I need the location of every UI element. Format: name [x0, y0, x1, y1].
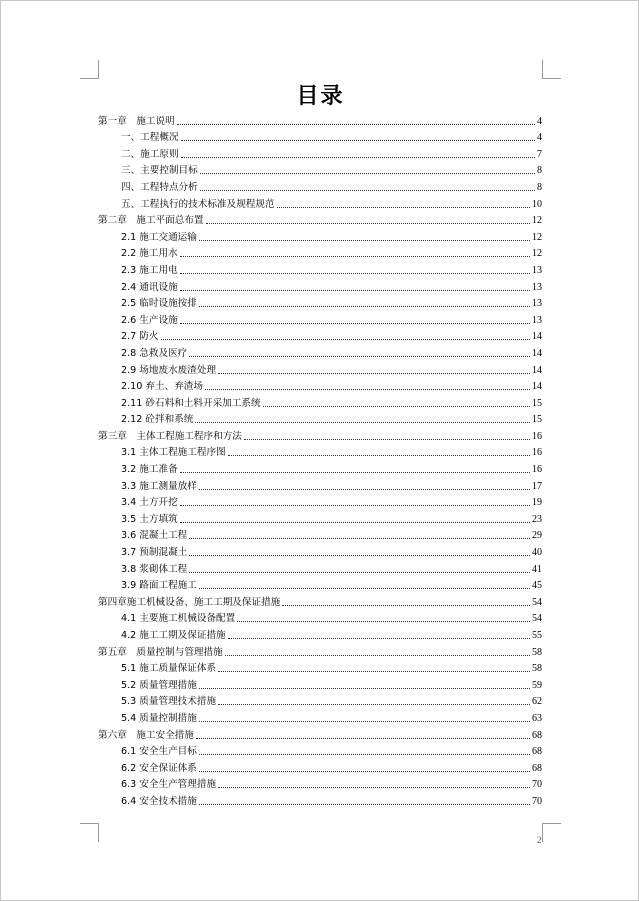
toc-chapter-entry[interactable]	[98, 426, 542, 443]
toc-entry-page: 13	[532, 314, 542, 326]
toc-entry-page: 70	[532, 795, 542, 807]
toc-entry-page: 10	[532, 198, 542, 210]
toc-section-entry[interactable]	[98, 144, 542, 161]
toc-entry-title: 2.10 弃土、弃渣场	[121, 381, 203, 393]
toc-entry-title: 3.3 施工测量放样	[121, 480, 197, 492]
toc-entry-title: 五、工程执行的技术标准及规程规范	[121, 198, 275, 210]
toc-entry-title: 第一章 施工说明	[98, 115, 175, 127]
toc-dot-leader	[189, 538, 530, 539]
toc-section-entry[interactable]	[98, 277, 542, 294]
crop-mark-top-left	[80, 60, 99, 79]
toc-entry-page: 4	[537, 115, 542, 127]
toc-section-entry[interactable]	[98, 393, 542, 410]
toc-entry-title: 3.8 浆砌体工程	[121, 563, 188, 575]
table-of-contents	[98, 111, 542, 808]
toc-section-entry[interactable]	[98, 526, 542, 543]
toc-entry-page: 13	[532, 298, 542, 310]
toc-entry-page: 14	[532, 331, 542, 343]
toc-section-entry[interactable]	[98, 742, 542, 759]
toc-entry-title: 3.5 土方填筑	[121, 513, 178, 525]
toc-dot-leader	[199, 306, 530, 307]
toc-section-entry[interactable]	[98, 410, 542, 427]
toc-dot-leader	[161, 339, 531, 340]
toc-entry-page: 13	[532, 264, 542, 276]
toc-entry-page: 55	[532, 630, 542, 641]
toc-entry-page: 8	[537, 165, 542, 177]
toc-entry-title: 2.11 砂石料和土料开采加工系统	[121, 397, 261, 409]
toc-dot-leader	[225, 655, 530, 656]
toc-dot-leader	[200, 190, 535, 191]
toc-section-entry[interactable]	[98, 493, 542, 510]
toc-section-entry[interactable]	[98, 327, 542, 344]
toc-entry-title: 5.4 质量控制措施	[121, 712, 197, 724]
toc-entry-title: 6.3 安全生产管理措施	[121, 779, 217, 791]
toc-entry-title: 第六章 施工安全措施	[98, 729, 194, 741]
toc-entry-page: 29	[532, 530, 542, 542]
toc-entry-page: 16	[532, 430, 542, 442]
toc-entry-title: 3.9 路面工程施工	[121, 580, 197, 592]
toc-chapter-entry[interactable]	[98, 642, 542, 659]
toc-dot-leader	[218, 671, 530, 672]
toc-entry-page: 59	[532, 679, 542, 691]
toc-section-entry[interactable]	[98, 692, 542, 709]
crop-mark-bottom-left	[80, 823, 99, 842]
toc-section-entry[interactable]	[98, 542, 542, 559]
toc-entry-title: 4.1 主要施工机械设备配置	[121, 613, 236, 625]
toc-entry-page: 14	[532, 364, 542, 376]
toc-entry-page: 13	[532, 281, 542, 293]
toc-entry-page: 15	[532, 397, 542, 409]
toc-section-entry[interactable]	[98, 443, 542, 460]
toc-entry-title: 3.4 土方开挖	[121, 497, 178, 509]
toc-section-entry[interactable]	[98, 194, 542, 211]
toc-section-entry[interactable]	[98, 708, 542, 725]
toc-section-entry[interactable]	[98, 360, 542, 377]
toc-dot-leader	[199, 804, 530, 805]
toc-dot-leader	[199, 688, 530, 689]
toc-section-entry[interactable]	[98, 343, 542, 360]
toc-entry-title: 第五章 质量控制与管理措施	[98, 646, 223, 658]
toc-dot-leader	[180, 273, 530, 274]
toc-section-entry[interactable]	[98, 625, 542, 642]
toc-entry-title: 一、工程概况	[121, 132, 179, 144]
toc-section-entry[interactable]	[98, 294, 542, 311]
toc-dot-leader	[282, 605, 530, 606]
toc-section-entry[interactable]	[98, 775, 542, 792]
toc-entry-page: 58	[532, 663, 542, 675]
toc-dot-leader	[199, 721, 530, 722]
toc-entry-title: 5.1 施工质量保证体系	[121, 663, 217, 675]
toc-section-entry[interactable]	[98, 177, 542, 194]
toc-entry-page: 16	[532, 447, 542, 459]
toc-entry-page: 15	[532, 414, 542, 426]
toc-dot-leader	[218, 373, 530, 374]
toc-chapter-entry[interactable]	[98, 592, 542, 609]
toc-section-entry[interactable]	[98, 609, 542, 626]
toc-entry-page: 17	[532, 480, 542, 492]
toc-dot-leader	[195, 422, 530, 423]
toc-entry-title: 第三章 主体工程施工程序和方法	[98, 430, 242, 442]
toc-entry-page: 40	[532, 547, 542, 559]
toc-section-entry[interactable]	[98, 459, 542, 476]
toc-dot-leader	[199, 588, 530, 589]
toc-dot-leader	[277, 207, 531, 208]
toc-section-entry[interactable]	[98, 244, 542, 261]
toc-dot-leader	[218, 787, 530, 788]
toc-entry-page: 68	[532, 729, 542, 741]
toc-entry-title: 6.2 安全保证体系	[121, 762, 197, 774]
page-number: 2	[537, 835, 542, 845]
toc-entry-page: 23	[532, 513, 542, 525]
toc-entry-page: 7	[537, 148, 542, 160]
toc-dot-leader	[199, 771, 530, 772]
toc-dot-leader	[180, 323, 530, 324]
toc-entry-page: 16	[532, 464, 542, 476]
toc-entry-page: 8	[537, 181, 542, 193]
toc-section-entry[interactable]	[98, 128, 542, 145]
toc-chapter-entry[interactable]	[98, 725, 542, 742]
toc-entry-page: 4	[537, 132, 542, 144]
toc-dot-leader	[189, 555, 530, 556]
toc-dot-leader	[199, 489, 530, 490]
toc-entry-page: 68	[532, 746, 542, 758]
crop-mark-top-right	[542, 60, 561, 79]
toc-entry-page: 70	[532, 779, 542, 791]
toc-dot-leader	[218, 704, 530, 705]
toc-dot-leader	[263, 406, 530, 407]
crop-mark-bottom-right	[542, 823, 561, 842]
toc-title: 目录	[296, 84, 345, 109]
toc-dot-leader	[199, 754, 530, 755]
toc-entry-page: 41	[532, 563, 542, 575]
toc-dot-leader	[199, 240, 530, 241]
toc-entry-title: 2.12 砼拌和系统	[121, 414, 194, 426]
toc-section-entry[interactable]	[98, 576, 542, 593]
toc-entry-title: 2.8 急救及医疗	[121, 347, 188, 359]
toc-section-entry[interactable]	[98, 310, 542, 327]
toc-dot-leader	[181, 140, 535, 141]
toc-section-entry[interactable]	[98, 791, 542, 808]
toc-section-entry[interactable]	[98, 260, 542, 277]
toc-entry-page: 54	[532, 613, 542, 625]
toc-entry-title: 2.3 施工用电	[121, 264, 178, 276]
toc-entry-page: 62	[532, 696, 542, 708]
toc-entry-title: 6.4 安全技术措施	[121, 795, 197, 807]
toc-entry-page: 14	[532, 381, 542, 393]
toc-dot-leader	[180, 290, 530, 291]
toc-entry-title: 5.2 质量管理措施	[121, 679, 197, 691]
toc-chapter-entry[interactable]	[98, 111, 542, 128]
toc-dot-leader	[206, 223, 530, 224]
toc-dot-leader	[180, 522, 530, 523]
toc-section-entry[interactable]	[98, 377, 542, 394]
toc-dot-leader	[200, 173, 535, 174]
toc-dot-leader	[177, 124, 535, 125]
toc-entry-title: 2.6 生产设施	[121, 314, 178, 326]
toc-section-entry[interactable]	[98, 476, 542, 493]
toc-section-entry[interactable]	[98, 659, 542, 676]
toc-entry-title: 三、主要控制目标	[121, 165, 198, 177]
toc-entry-title: 2.7 防火	[121, 331, 159, 343]
toc-entry-title: 第四章施工机械设备、施工工期及保证措施	[98, 596, 281, 608]
toc-entry-page: 12	[532, 231, 542, 243]
toc-entry-title: 2.4 通讯设施	[121, 281, 178, 293]
toc-section-entry[interactable]	[98, 675, 542, 692]
toc-entry-page: 54	[532, 596, 542, 608]
toc-entry-title: 4.2 施工工期及保证措施	[121, 630, 226, 641]
toc-entry-title: 3.2 施工准备	[121, 464, 178, 476]
toc-section-entry[interactable]	[98, 161, 542, 178]
toc-entry-title: 2.9 场地废水废渣处理	[121, 364, 217, 376]
toc-dot-leader	[228, 638, 530, 639]
toc-entry-page: 45	[532, 580, 542, 592]
toc-entry-page: 63	[532, 712, 542, 724]
toc-entry-page: 12	[532, 215, 542, 227]
toc-dot-leader	[180, 256, 530, 257]
toc-entry-title: 6.1 安全生产目标	[121, 746, 197, 758]
toc-dot-leader	[189, 572, 530, 573]
toc-chapter-entry[interactable]	[98, 211, 542, 228]
toc-entry-title: 二、施工原则	[121, 148, 179, 160]
toc-section-entry[interactable]	[98, 227, 542, 244]
toc-entry-page: 19	[532, 497, 542, 509]
toc-section-entry[interactable]	[98, 758, 542, 775]
toc-dot-leader	[180, 472, 530, 473]
toc-entry-title: 3.7 预制混凝土	[121, 547, 188, 559]
toc-dot-leader	[205, 389, 530, 390]
toc-dot-leader	[196, 738, 530, 739]
toc-entry-title: 四、工程特点分析	[121, 181, 198, 193]
toc-entry-title: 2.5 临时设施按排	[121, 298, 197, 310]
toc-dot-leader	[244, 439, 530, 440]
toc-dot-leader	[189, 356, 530, 357]
toc-section-entry[interactable]	[98, 559, 542, 576]
toc-dot-leader	[237, 621, 530, 622]
toc-entry-page: 12	[532, 248, 542, 260]
toc-dot-leader	[228, 455, 530, 456]
toc-dot-leader	[181, 157, 535, 158]
toc-entry-title: 3.6 混凝土工程	[121, 530, 188, 542]
toc-entry-title: 5.3 质量管理技术措施	[121, 696, 217, 708]
toc-entry-title: 2.1 施工交通运输	[121, 231, 197, 243]
toc-entry-page: 14	[532, 347, 542, 359]
toc-entry-page: 68	[532, 762, 542, 774]
toc-entry-title: 3.1 主体工程施工程序图	[121, 447, 226, 459]
toc-entry-title: 第二章 施工平面总布置	[98, 215, 204, 227]
toc-section-entry[interactable]	[98, 509, 542, 526]
toc-entry-page: 58	[532, 646, 542, 658]
toc-dot-leader	[180, 505, 530, 506]
toc-entry-title: 2.2 施工用水	[121, 248, 178, 260]
